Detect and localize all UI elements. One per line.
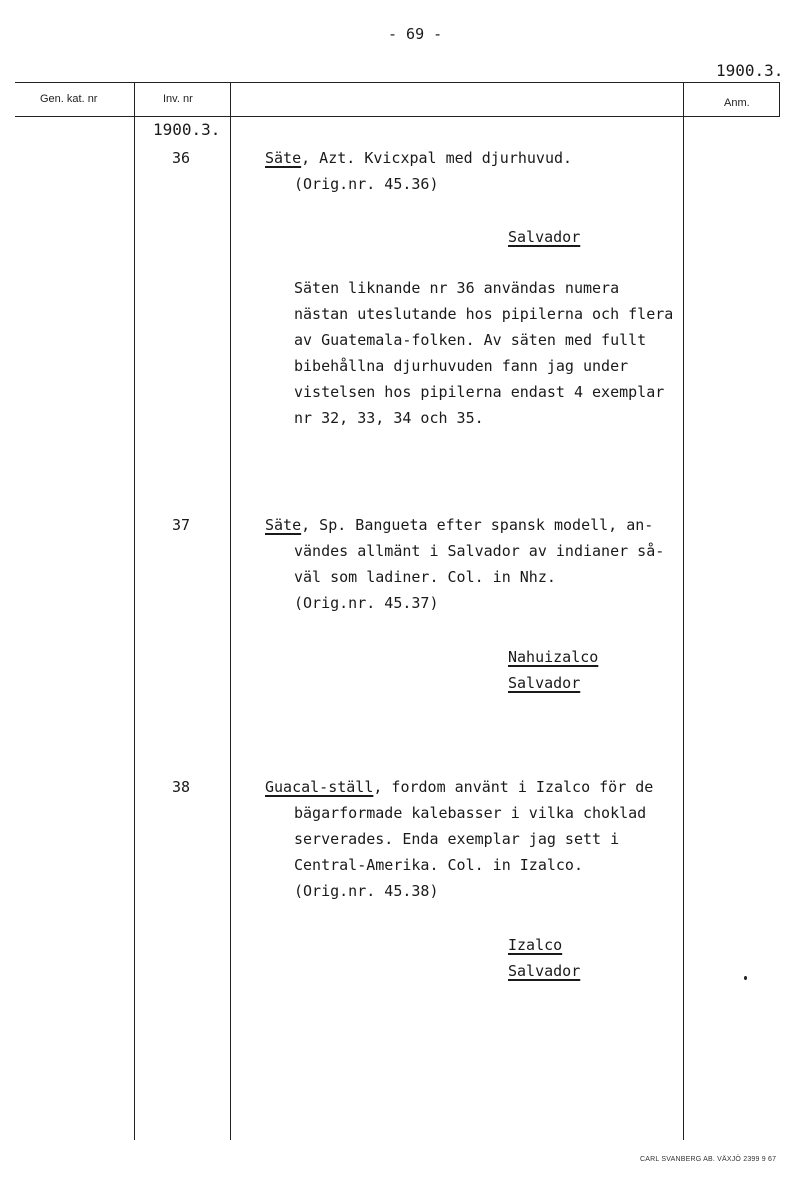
entry-description: , fordom använt i Izalco för de [373,778,654,796]
header-top-rule [15,82,780,83]
note-line: Säten liknande nr 36 användas numera [294,279,620,297]
entry-description: (Orig.nr. 45.37) [294,594,439,612]
inventory-number: 36 [172,149,191,167]
place-name: Nahuizalco [508,648,599,666]
place-name: Salvador [508,674,581,692]
note-line: nästan uteslutande hos pipilerna och flera [294,305,674,323]
col-rule-3 [683,82,684,1140]
note-line: vistelsen hos pipilerna endast 4 exemplar [294,383,665,401]
col-rule-1 [134,82,135,1140]
entry-description: , Sp. Bangueta efter spansk modell, an- [301,516,654,534]
entry-heading: Guacal-ställ [265,778,374,796]
column-header-inv-nr: Inv. nr [163,93,193,105]
note-line: nr 32, 33, 34 och 35. [294,409,484,427]
inventory-number: 37 [172,516,191,534]
entry-note [294,275,673,431]
entry-heading: Säte [265,516,302,534]
ink-speck [744,976,747,980]
place-name: Salvador [508,962,581,980]
column-header-gen-kat-nr: Gen. kat. nr [40,93,98,105]
entry-description: (Orig.nr. 45.38) [294,882,439,900]
entry-first-line [265,774,653,800]
page-number: - 69 - [388,25,443,43]
entry-description: väl som ladiner. Col. in Nhz. [294,568,556,586]
column-header-anm: Anm. [724,97,750,109]
inventory-number: 38 [172,778,191,796]
entry-description: , Azt. Kvicxpal med djurhuvud. [301,149,573,167]
header-bottom-rule [15,116,780,117]
inventory-date: 1900.3. [153,120,221,139]
entry-description-block [294,538,664,616]
entry-description-block [294,800,646,904]
top-right-date: 1900.3. [716,61,784,80]
entry-description: serverades. Enda exemplar jag sett i [294,830,620,848]
printer-mark: CARL SVANBERG AB. VÄXJÖ 2399 9 67 [640,1156,777,1163]
place-name: Izalco [508,936,563,954]
entry-description: Central-Amerika. Col. in Izalco. [294,856,583,874]
entry-description: bägarformade kalebasser i vilka choklad [294,804,647,822]
entry-description: vändes allmänt i Salvador av indianer så- [294,542,665,560]
entry-description: (Orig.nr. 45.36) [294,175,439,193]
note-line: av Guatemala-folken. Av säten med fullt [294,331,647,349]
entry-heading: Säte [265,149,302,167]
col-rule-2 [230,82,231,1140]
note-line: bibehållna djurhuvuden fann jag under [294,357,629,375]
entry-first-line [265,512,653,538]
place-name: Salvador [508,228,581,246]
col-rule-right [779,82,780,116]
entry-first-line [265,145,572,171]
